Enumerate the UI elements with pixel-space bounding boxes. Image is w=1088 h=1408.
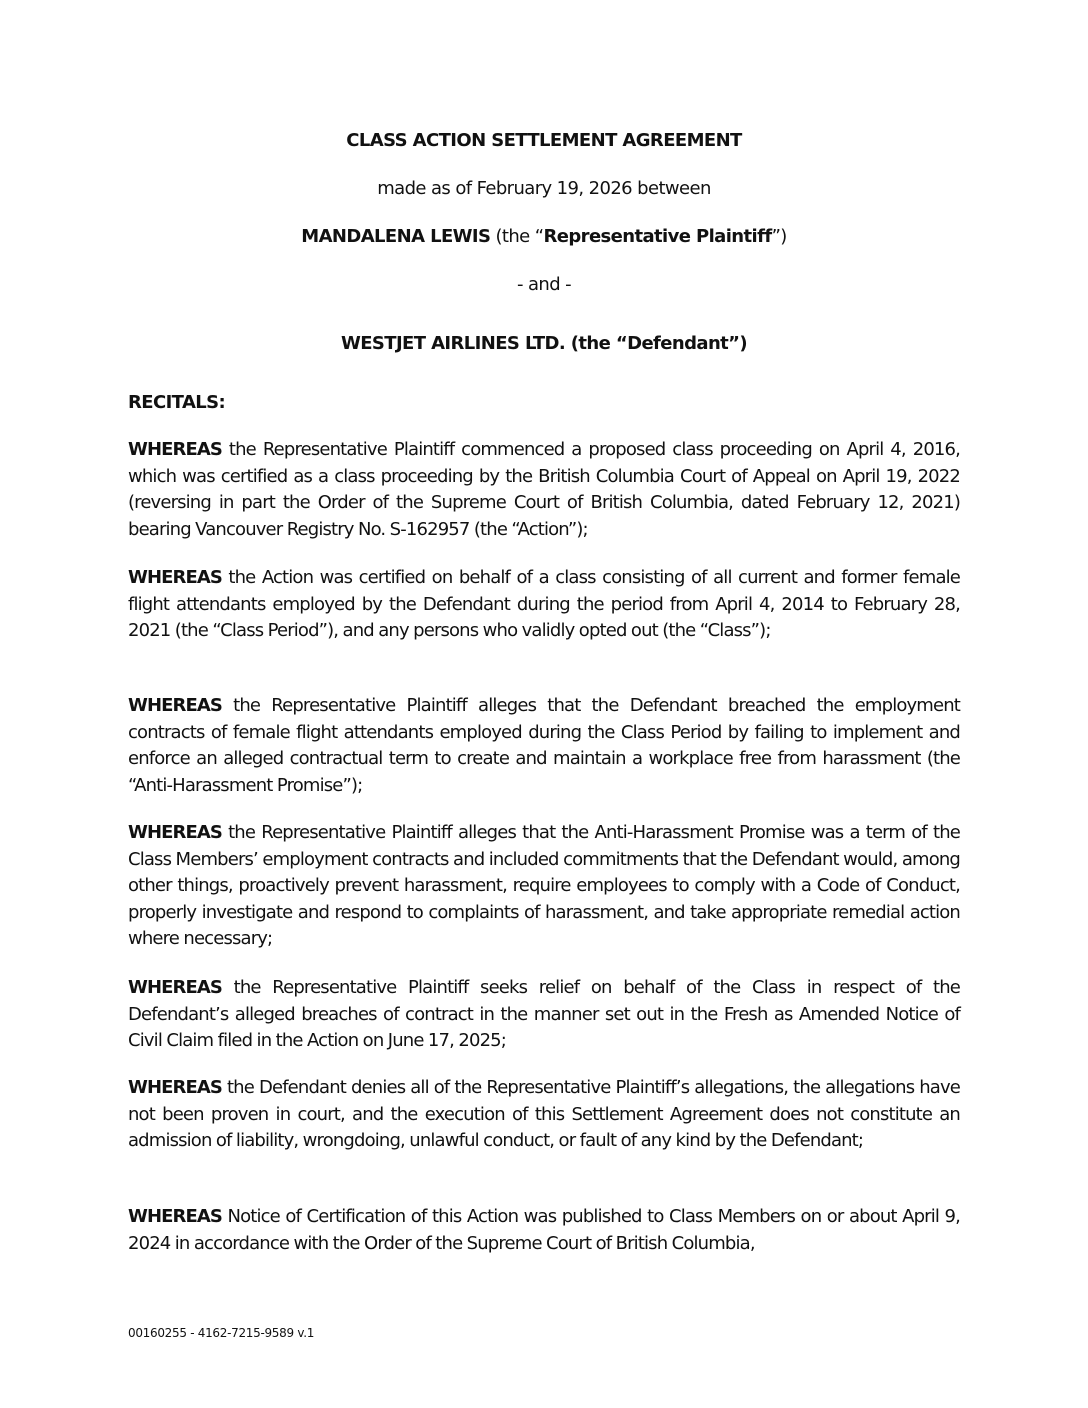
agreement-date-line: made as of February 19, 2026 between (377, 178, 711, 199)
recital-text: the Representative Plaintiff alleges that the Defendant breached the employment contracts of female flight attendants employed during the Class Period by failing to implement and enforce an alleged contractual term to create and maintain a workplace free from harassment (the “Anti-Harassment Promise”); (128, 695, 960, 796)
recital-paragraph (128, 693, 960, 799)
recital-paragraph (128, 820, 960, 953)
recital-text: the Representative Plaintiff seeks relief on behalf of the Class in respect of the Defendant’s alleged breaches of contract in the manner set out in the Fresh as Amended Notice of Civil Claim filed in the Action on June 17, 2025; (128, 977, 960, 1051)
recital-text: the Defendant denies all of the Representative Plaintiff’s allegations, the allegations have not been proven in court, and the execution of this Settlement Agreement does not constitute an admission of liability, wrongdoing, unlawful conduct, or fault of any kind by the Defendant; (128, 1077, 960, 1151)
recitals-heading: RECITALS: (128, 392, 226, 413)
plaintiff-party-line (128, 224, 960, 250)
whereas-keyword: WHEREAS (128, 695, 222, 716)
recital-paragraph (128, 437, 960, 543)
document-title: CLASS ACTION SETTLEMENT AGREEMENT (346, 130, 742, 151)
recital-paragraph (128, 1204, 960, 1257)
whereas-keyword: WHEREAS (128, 439, 222, 460)
whereas-keyword: WHEREAS (128, 977, 222, 998)
plaintiff-name: MANDALENA LEWIS (301, 226, 491, 247)
whereas-keyword: WHEREAS (128, 567, 222, 588)
recital-paragraph (128, 975, 960, 1055)
and-separator: - and - (516, 274, 572, 295)
recital-text: the Action was certified on behalf of a class consisting of all current and former female flight attendants employed by the Defendant during the period from April 4, 2014 to February 28, 2021 (the “Class Period”), and any persons who validly opted out (the “Class”); (128, 567, 960, 641)
document-footer-id: 00160255 - 4162-7215-9589 v.1 (128, 1326, 315, 1340)
whereas-keyword: WHEREAS (128, 1077, 222, 1098)
defendant-party-line: WESTJET AIRLINES LTD. (the “Defendant”) (340, 333, 748, 354)
recital-paragraph (128, 1075, 960, 1155)
recital-text: the Representative Plaintiff commenced a proposed class proceeding on April 4, 2016, which was certified as a class proceeding by the British Columbia Court of Appeal on April 19, 2022 (reversing in part the Order of the Supreme Court of British Columbia, dated February 12, 2021) bearing Vancouver Registry No. S-162957 (the “Action”); (128, 439, 960, 540)
recital-text: Notice of Certification of this Action was published to Class Members on or about April 9, 2024 in accordance with the Order of the Supreme Court of British Columbia, (128, 1206, 960, 1254)
whereas-keyword: WHEREAS (128, 822, 222, 843)
plaintiff-role-prefix: (the “ (490, 226, 544, 247)
whereas-keyword: WHEREAS (128, 1206, 222, 1227)
recital-text: the Representative Plaintiff alleges that the Anti-Harassment Promise was a term of the Class Members’ employment contracts and included commitments that the Defendant would, among other things, proactively prevent harassment, require employees to comply with a Code of Conduct, properly investigate and respond to complaints of harassment, and take appropriate remedial action where necessary; (128, 822, 960, 949)
plaintiff-role: Representative Plaintiff (543, 226, 772, 247)
recital-paragraph (128, 565, 960, 645)
plaintiff-role-suffix: ”) (771, 226, 787, 247)
